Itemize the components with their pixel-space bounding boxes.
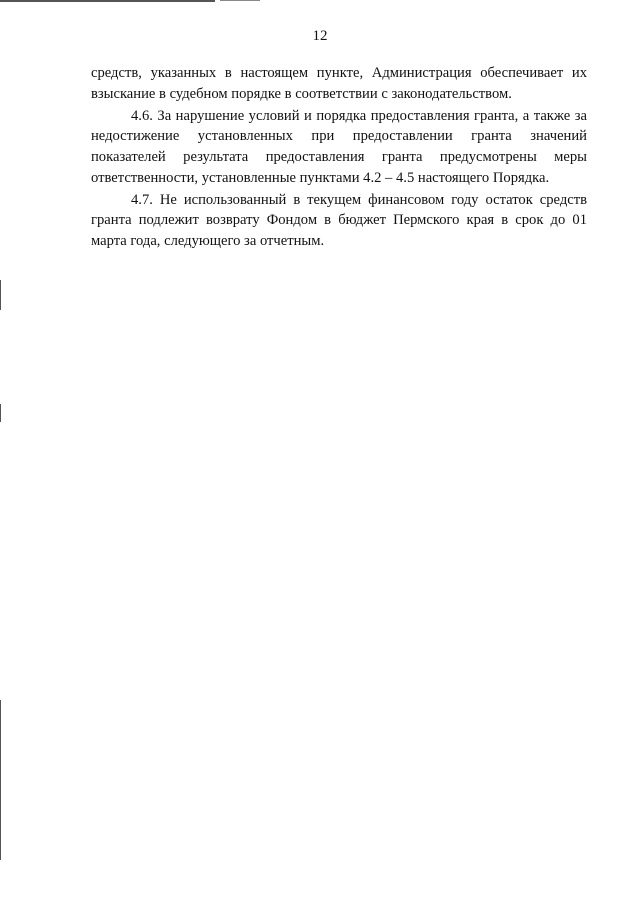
paragraph-4-6: 4.6. За нарушение условий и порядка предоставления гранта, а также за недостижение установленных при предоставлении гранта значений показателей результата предоставления гранта предусмотрены меры ответственности, установленные пунктами 4.2 – 4.5 настоящего Порядка.	[91, 107, 587, 186]
paragraph-4-7: 4.7. Не использованный в текущем финансовом году остаток средств гранта подлежит возврату Фондом в бюджет Пермского края в срок до 01 марта года, следующего за отчетным.	[91, 191, 587, 249]
paragraph-continuation: средств, указанных в настоящем пункте, Администрация обеспечивает их взыскание в судебном порядке в соответствии с законодательством.	[91, 65, 587, 102]
document-body	[91, 63, 587, 253]
left-edge-mark	[0, 700, 1, 860]
top-edge-rule-secondary	[220, 0, 260, 1]
top-edge-rule	[0, 0, 215, 2]
page-number: 12	[312, 28, 328, 44]
left-edge-mark	[0, 404, 1, 422]
left-edge-mark	[0, 280, 1, 310]
